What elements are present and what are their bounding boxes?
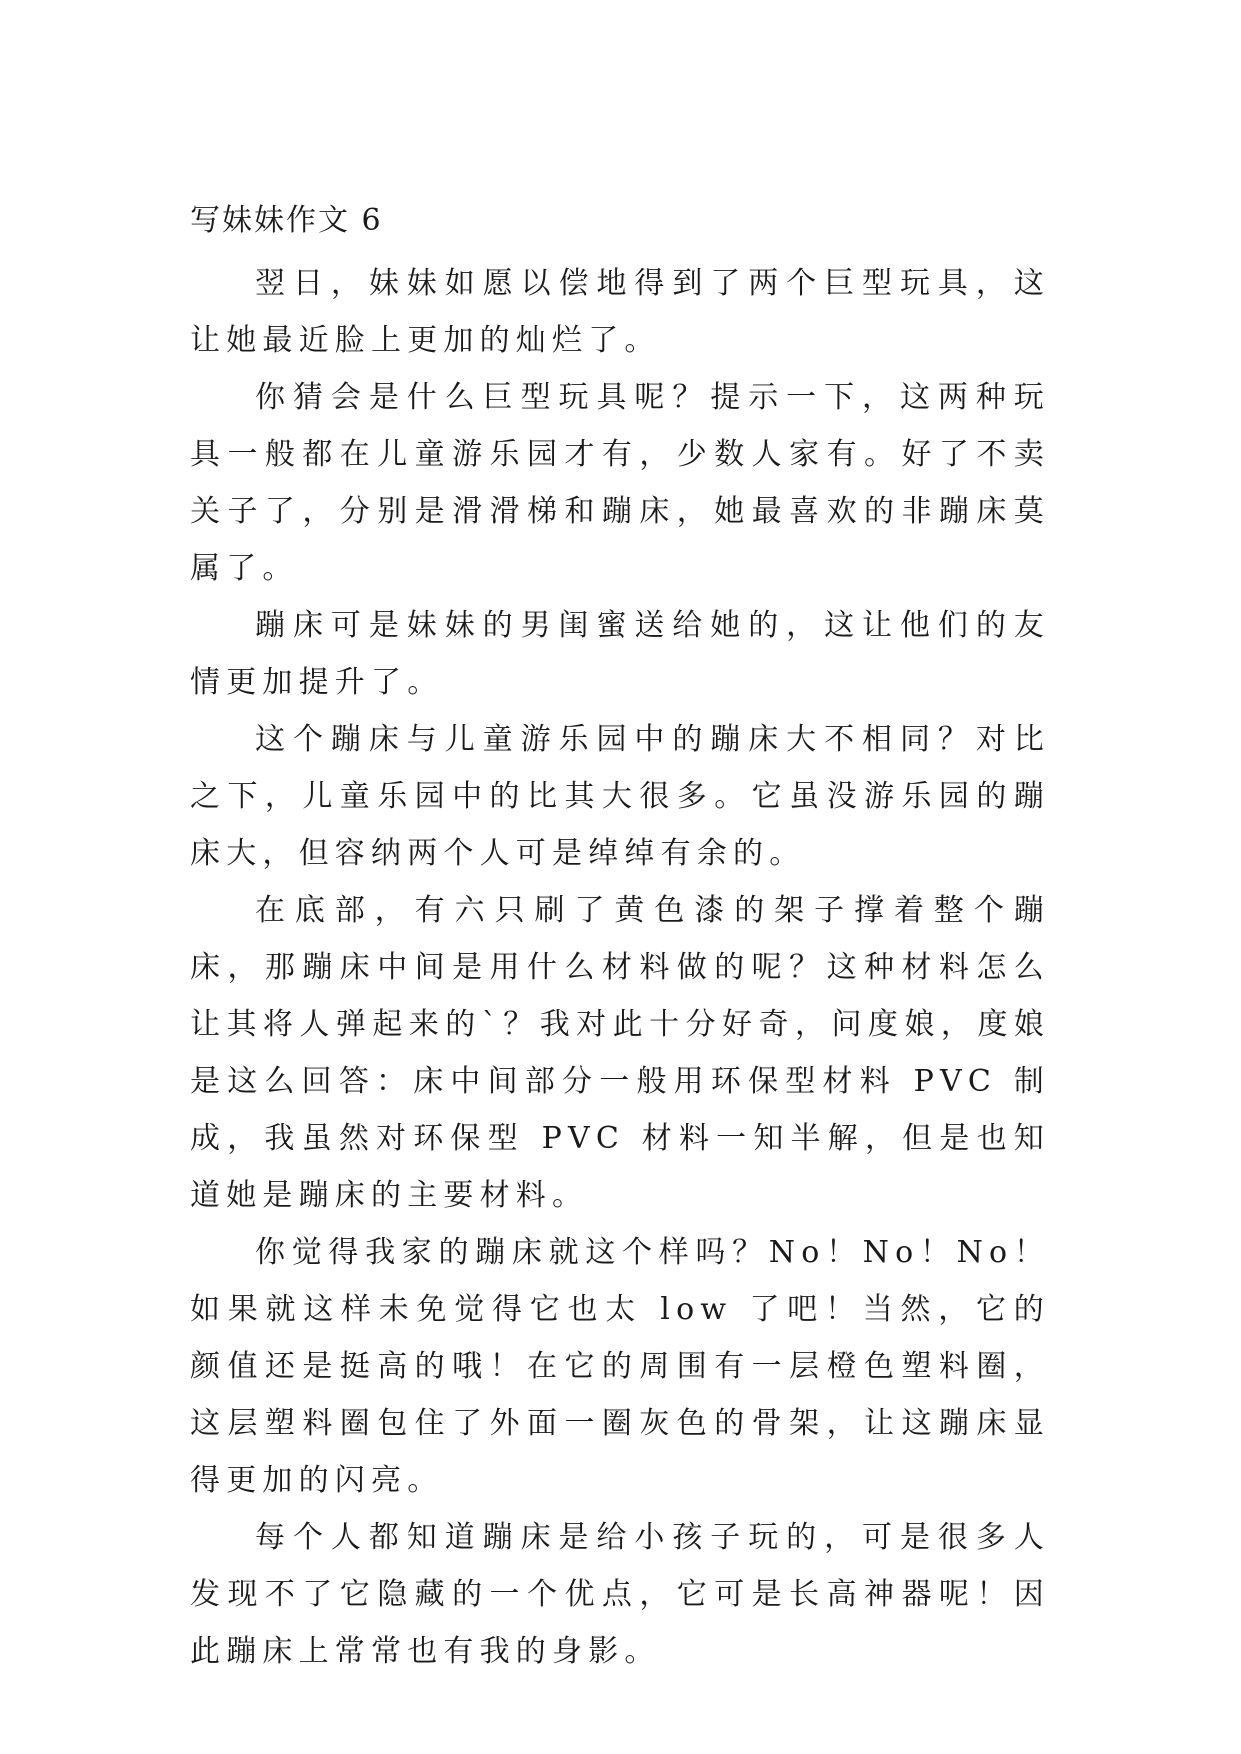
document-page (190, 200, 1050, 1680)
paragraph-4: 这个蹦床与儿童游乐园中的蹦床大不相同？对比之下，儿童乐园中的比其大很多。它虽没游乐园的蹦床大，但容纳两个人可是绰绰有余的。 (190, 722, 1050, 871)
paragraph-5: 在底部，有六只刷了黄色漆的架子撑着整个蹦床，那蹦床中间是用什么材料做的呢？这种材料怎么让其将人弹起来的`？我对此十分好奇，问度娘，度娘是这么回答：床中间部分一般用环保型材料 PVC 制成，我虽然对环保型 PVC 材料一知半解，但是也知道她是蹦床的主要材料。 (190, 893, 1050, 1213)
paragraph-3: 蹦床可是妹妹的男闺蜜送给她的，这让他们的友情更加提升了。 (190, 608, 1050, 700)
paragraph-7: 每个人都知道蹦床是给小孩子玩的，可是很多人发现不了它隐藏的一个优点，它可是长高神器呢！因此蹦床上常常也有我的身影。 (190, 1520, 1050, 1669)
paragraph-6: 你觉得我家的蹦床就这个样吗？No！No！No！如果就这样未免觉得它也太 low 了吧！当然，它的颜值还是挺高的哦！在它的周围有一层橙色塑料圈，这层塑料圈包住了外面一圈灰色的骨架，让这蹦床显得更加的闪亮。 (190, 1235, 1050, 1498)
document-title: 写妹妹作文 6 (190, 203, 383, 238)
paragraph-1: 翌日，妹妹如愿以偿地得到了两个巨型玩具，这让她最近脸上更加的灿烂了。 (190, 266, 1050, 358)
paragraph-2: 你猜会是什么巨型玩具呢？提示一下，这两种玩具一般都在儿童游乐园才有，少数人家有。好了不卖关子了，分别是滑滑梯和蹦床，她最喜欢的非蹦床莫属了。 (190, 380, 1050, 586)
